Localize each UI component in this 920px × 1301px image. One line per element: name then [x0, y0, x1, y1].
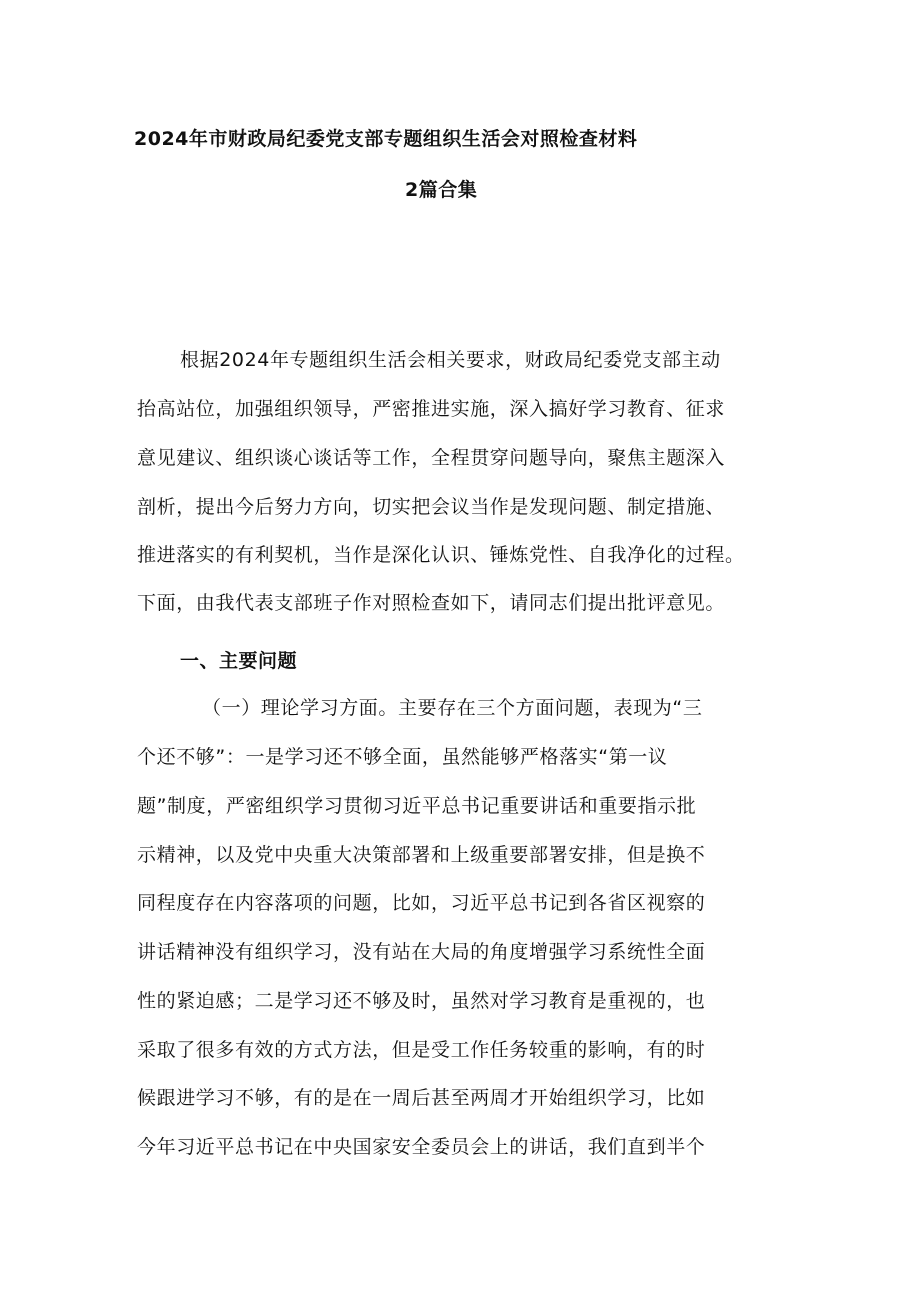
section-heading: 一、主要问题: [180, 650, 298, 672]
intro-line: 剖析，提出今后努力方向，切实把会议当作是发现问题、制定措施、: [137, 496, 726, 518]
section-line: 个还不够”：一是学习还不够全面，虽然能够严格落实“第一议: [137, 746, 668, 768]
section-line: （一）理论学习方面。主要存在三个方面问题，表现为“三: [202, 697, 703, 719]
intro-line: 意见建议、组织谈心谈话等工作，全程贯穿问题导向，聚焦主题深入: [137, 447, 726, 469]
intro-line: 推进落实的有利契机，当作是深化认识、锤炼党性、自我净化的过程。: [137, 544, 745, 566]
section-line: 今年习近平总书记在中央国家安全委员会上的讲话，我们直到半个: [137, 1136, 706, 1158]
section-line: 题”制度，严密组织学习贯彻习近平总书记重要讲话和重要指示批: [137, 795, 697, 817]
section-line: 性的紧迫感；二是学习还不够及时，虽然对学习教育是重视的，也: [137, 990, 706, 1012]
document-title-line-1: 2024年市财政局纪委党支部专题组织生活会对照检查材料: [134, 128, 638, 150]
document-title-line-2: 2篇合集: [405, 179, 478, 201]
section-line: 采取了很多有效的方式方法，但是受工作任务较重的影响，有的时: [137, 1039, 706, 1061]
section-line: 讲话精神没有组织学习，没有站在大局的角度增强学习系统性全面: [137, 941, 706, 963]
intro-line: 下面，由我代表支部班子作对照检查如下，请同志们提出批评意见。: [137, 592, 726, 614]
section-line: 候跟进学习不够，有的是在一周后甚至两周才开始组织学习，比如: [137, 1087, 706, 1109]
section-line: 同程度存在内容落项的问题，比如，习近平总书记到各省区视察的: [137, 892, 706, 914]
intro-line: 根据2024年专题组织生活会相关要求，财政局纪委党支部主动: [180, 349, 721, 371]
section-line: 示精神，以及党中央重大决策部署和上级重要部署安排，但是换不: [137, 844, 706, 866]
intro-line: 抬高站位，加强组织领导，严密推进实施，深入搞好学习教育、征求: [137, 398, 726, 420]
